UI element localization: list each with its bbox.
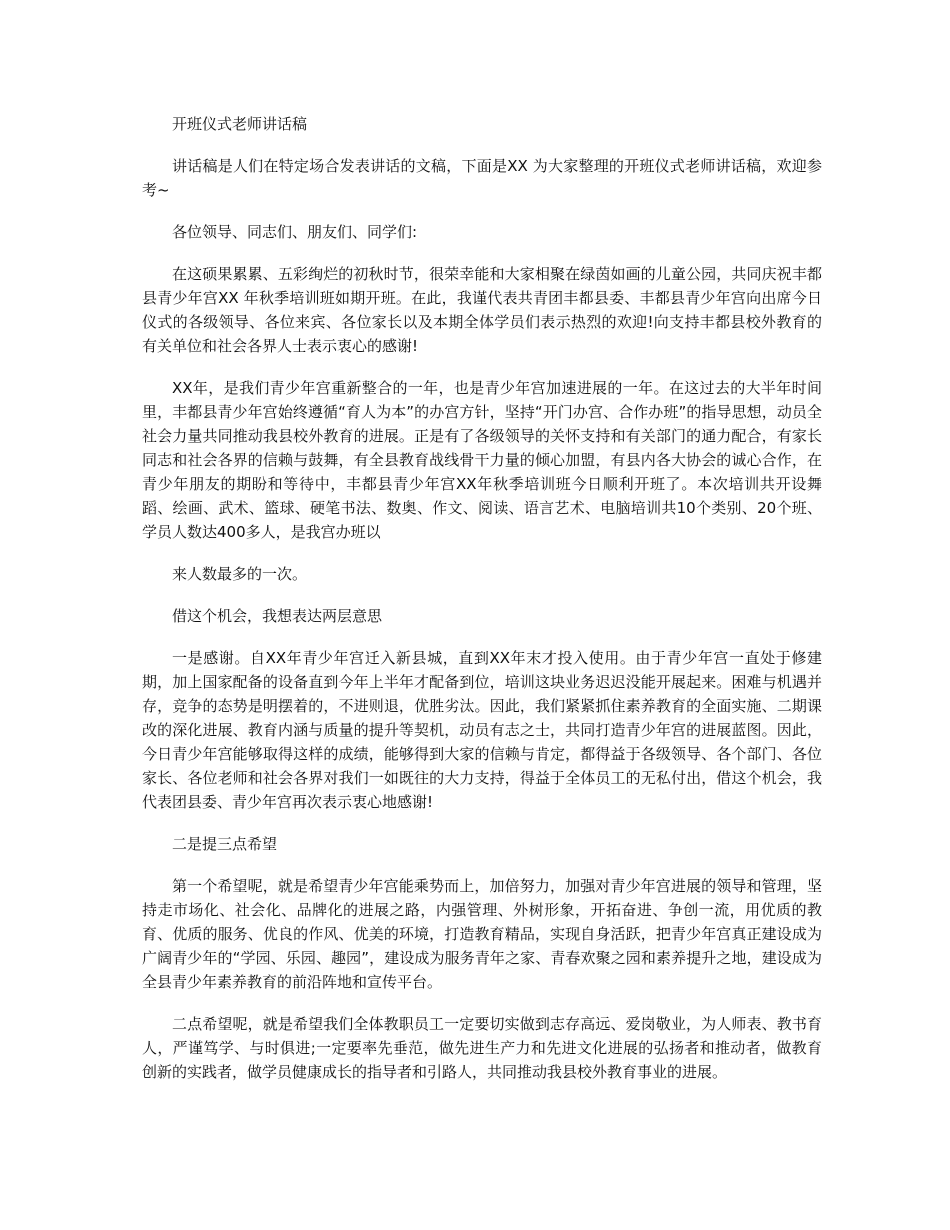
progress-paragraph: XX年，是我们青少年宫重新整合的一年，也是青少年宫加速进展的一年。在这过去的大半年时间里，丰都县青少年宫始终遵循“育人为本”的办宫方针，坚持“开门办宫、合作办班”的指导思想，动员全社会力量共同推动我县校外教育的进展。正是有了各级领导的关怀支持和有关部门的通力配合，有家长同志和社会各界的信赖与鼓舞，有全县教育战线骨干力量的倾心加盟，有县内各大协会的诚心合作，在青少年朋友的期盼和等待中，丰都县青少年宫XX年秋季培训班今日顺利开班了。本次培训共开设舞蹈、绘画、武术、篮球、硬笔书法、数奥、作文、阅读、语言艺术、电脑培训共10个类别、20个班、学员人数达400多人，是我宫办班以	[142, 379, 822, 541]
intro-paragraph: 讲话稿是人们在特定场合发表讲话的文稿，下面是XX 为大家整理的开班仪式老师讲话稿，欢迎参考~	[142, 157, 822, 199]
hopes-heading-paragraph: 二是提三点希望	[172, 835, 278, 853]
welcome-paragraph: 在这硕果累累、五彩绚烂的初秋时节，很荣幸能和大家相聚在绿茵如画的儿童公园，共同庆祝丰都县青少年宫XX 年秋季培训班如期开班。在此，我谨代表共青团丰都县委、丰都县青少年宫向出席今日仪式的各级领导、各位来宾、各位家长以及本期全体学员们表示热烈的欢迎!向支持丰都县校外教育的有关单位和社会各界人士表示衷心的感谢!	[142, 265, 822, 355]
continuation-paragraph: 来人数最多的一次。	[172, 565, 308, 583]
first-hope-paragraph: 第一个希望呢，就是希望青少年宫能乘势而上，加倍努力，加强对青少年宫进展的领导和管理，坚持走市场化、社会化、品牌化的进展之路，内强管理、外树形象，开拓奋进、争创一流，用优质的教育、优质的服务、优良的作风、优美的环境，打造教育精品，实现自身活跃，把青少年宫真正建设成为广阔青少年的“学园、乐园、趣园”，建设成为服务青年之家、青春欢聚之园和素养提升之地，建设成为全县青少年素养教育的前沿阵地和宣传平台。	[142, 877, 822, 991]
opportunity-paragraph: 借这个机会，我想表达两层意思	[172, 607, 383, 625]
document-page	[142, 112, 822, 1102]
document-title: 开班仪式老师讲话稿	[172, 115, 308, 133]
thanks-paragraph: 一是感谢。自XX年青少年宫迁入新县城，直到XX年末才投入使用。由于青少年宫一直处于修建期，加上国家配备的设备直到今年上半年才配备到位，培训这块业务迟迟没能开展起来。困难与机遇并存，竞争的态势是明摆着的，不进则退，优胜劣汰。因此，我们紧紧抓住素养教育的全面实施、二期课改的深化进展、教育内涵与质量的提升等契机，动员有志之士，共同打造青少年宫的进展蓝图。因此，今日青少年宫能够取得这样的成绩，能够得到大家的信赖与肯定，都得益于各级领导、各个部门、各位家长、各位老师和社会各界对我们一如既往的大力支持，得益于全体员工的无私付出，借这个机会，我代表团县委、青少年宫再次表示衷心地感谢!	[142, 649, 822, 811]
second-hope-paragraph: 二点希望呢，就是希望我们全体教职员工一定要切实做到志存高远、爱岗敬业，为人师表、教书育人，严谨笃学、与时俱进;一定要率先垂范，做先进生产力和先进文化进展的弘扬者和推动者，做教育创新的实践者，做学员健康成长的指导者和引路人，共同推动我县校外教育事业的进展。	[142, 1015, 822, 1081]
salutation-paragraph: 各位领导、同志们、朋友们、同学们:	[172, 223, 418, 241]
